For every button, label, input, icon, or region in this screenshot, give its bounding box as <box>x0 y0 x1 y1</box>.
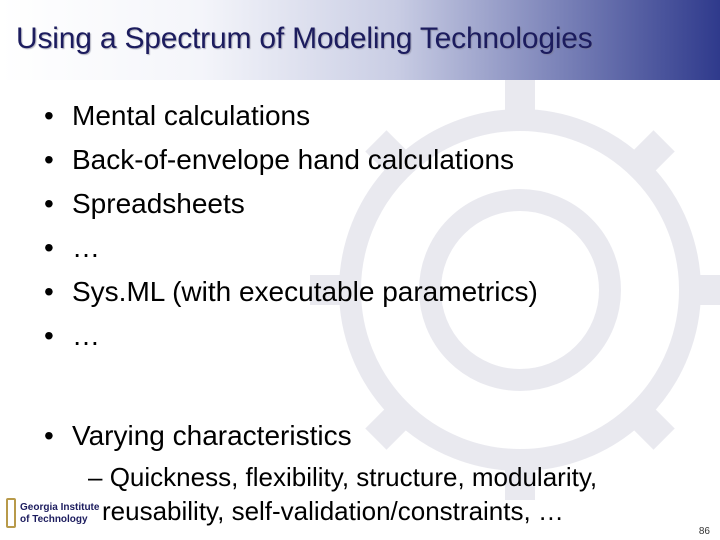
bullet-dot: • <box>44 188 54 219</box>
bullet-item <box>44 182 538 226</box>
bullet-text: … <box>72 232 100 263</box>
bullet-item <box>44 138 538 182</box>
bullet-item <box>44 226 538 270</box>
bullet-dot: • <box>44 144 54 175</box>
sub-bullet-line-1 <box>88 460 688 494</box>
bullet-dot: • <box>44 320 54 351</box>
bullet-item <box>44 94 538 138</box>
bullet-list <box>44 94 538 358</box>
logo-mark-icon <box>6 498 16 528</box>
bullet-text: Spreadsheets <box>72 188 245 219</box>
bullet-dot: • <box>44 232 54 263</box>
bullet-text: Back-of-envelope hand calculations <box>72 144 515 175</box>
bullet-dot: • <box>44 276 54 307</box>
sub-bullet-text-1: Quickness, flexibility, structure, modularity, <box>109 462 598 492</box>
bullet-text: … <box>72 320 100 351</box>
slide-title: Using a Spectrum of Modeling Technologies <box>16 22 593 55</box>
logo-line-2: of Technology <box>20 514 88 525</box>
bullet-item-characteristics <box>44 414 352 458</box>
bullet-text: Varying characteristics <box>72 420 352 451</box>
page-number: 86 <box>698 526 710 537</box>
sub-bullet <box>88 460 688 528</box>
bullet-text: Sys.ML (with executable parametrics) <box>72 276 538 307</box>
bullet-item <box>44 270 538 314</box>
bullet-text: Mental calculations <box>72 100 311 131</box>
sub-bullet-text-2: reusability, self-validation/constraints, … <box>102 496 564 526</box>
bullet-item <box>44 314 538 358</box>
bullet-dot: • <box>44 100 54 131</box>
georgia-tech-logo <box>6 494 106 532</box>
sub-bullet-dash: – <box>88 462 103 492</box>
logo-line-1: Georgia Institute <box>20 502 100 513</box>
bullet-dot: • <box>44 420 54 451</box>
